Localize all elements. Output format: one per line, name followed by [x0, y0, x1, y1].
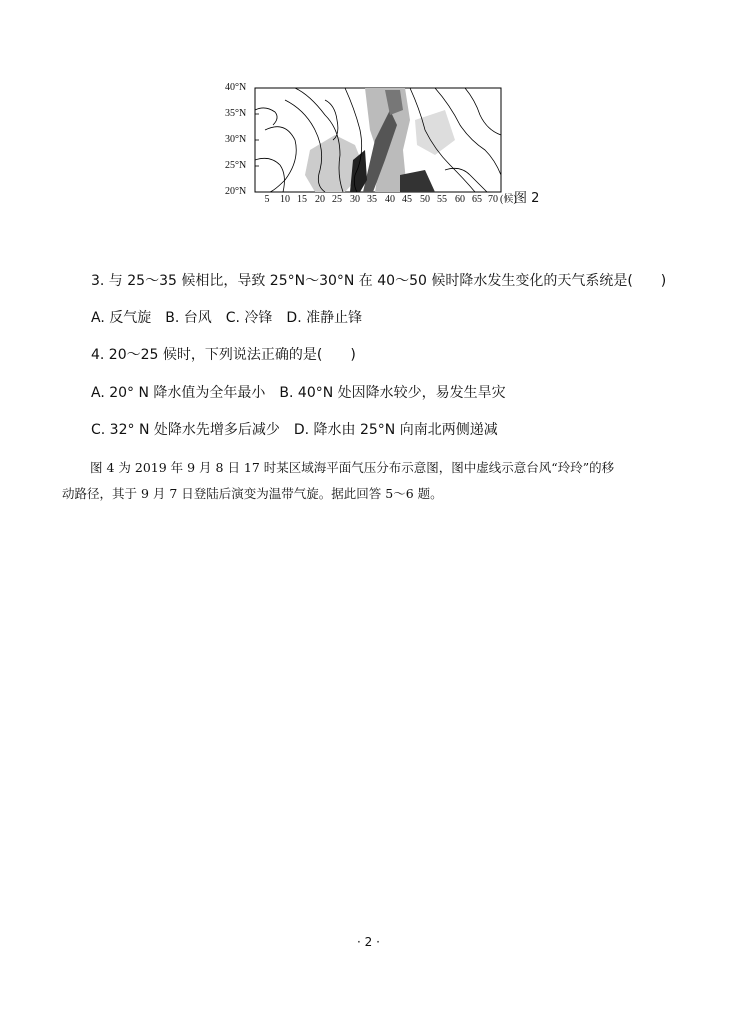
contour-plot: [225, 80, 545, 208]
x-tick-label: 50: [420, 194, 430, 205]
contour-figure: [225, 80, 545, 208]
passage-line: 图 4 为 2019 年 9 月 8 日 17 时某区域海平面气压分布示意图，图中虚线示意台风“玲玲”的移: [90, 460, 615, 475]
passage-line: 动路径，其于 9 月 7 日登陆后演变为温带气旋。据此回答 5～6 题。: [62, 486, 443, 501]
x-tick-label: 70: [488, 194, 498, 205]
passage: [62, 455, 682, 507]
x-tick-label: 15: [297, 194, 307, 205]
x-tick-label: 65: [472, 194, 482, 205]
x-tick-label: 45: [402, 194, 412, 205]
question-3-stem: 3. 与 25～35 候相比，导致 25°N～30°N 在 40～50 候时降水发生变化的天气系统是( ): [91, 273, 667, 289]
x-tick-label: 5: [264, 194, 270, 205]
question-4-stem: 4. 20～25 候时，下列说法正确的是( ): [91, 347, 356, 363]
x-tick-label: 20: [315, 194, 325, 205]
x-axis-unit: (候): [500, 194, 517, 205]
question-3-options: A. 反气旋 B. 台风 C. 冷锋 D. 准静止锋: [91, 310, 363, 326]
x-tick-label: 35: [367, 194, 377, 205]
y-tick-label: 40°N: [225, 82, 247, 93]
question-4-options-cd: C. 32° N 处降水先增多后减少 D. 降水由 25°N 向南北两侧递减: [91, 422, 498, 438]
y-tick-label: 35°N: [225, 108, 247, 119]
figure-caption: 图 2: [514, 191, 540, 206]
x-tick-label: 40: [385, 194, 395, 205]
x-tick-label: 25: [332, 194, 342, 205]
x-tick-label: 10: [280, 194, 290, 205]
x-tick-label: 60: [455, 194, 465, 205]
page-number: · 2 ·: [357, 935, 380, 949]
x-tick-label: 55: [437, 194, 447, 205]
y-tick-label: 30°N: [225, 134, 247, 145]
y-tick-label: 20°N: [225, 186, 247, 197]
x-tick-labels: [261, 194, 511, 206]
question-4-options-ab: A. 20° N 降水值为全年最小 B. 40°N 处因降水较少，易发生旱灾: [91, 385, 506, 401]
x-tick-label: 30: [350, 194, 360, 205]
y-tick-label: 25°N: [225, 160, 247, 171]
